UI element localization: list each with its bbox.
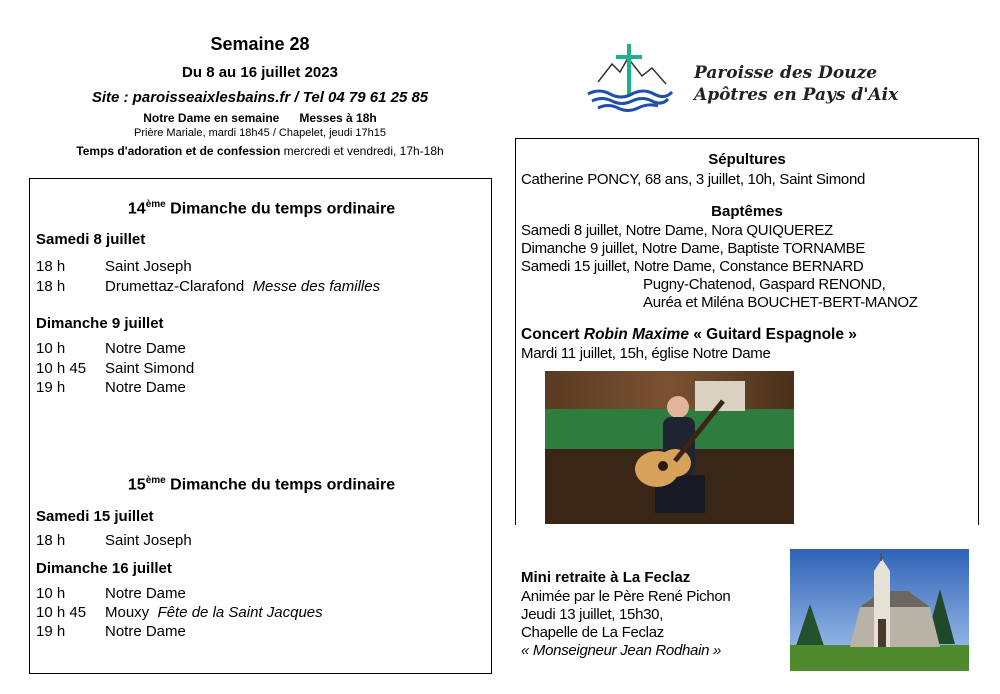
retraite-line: Animée par le Père René Pichon bbox=[521, 588, 731, 605]
parish-logo-icon bbox=[584, 42, 674, 114]
chapel-photo bbox=[790, 549, 969, 671]
mass-note: Fête de la Saint Jacques bbox=[157, 604, 323, 621]
bapteme-line: Samedi 8 juillet, Notre Dame, Nora QUIQUEREZ bbox=[521, 222, 833, 239]
retraite-title: Mini retraite à La Feclaz bbox=[521, 569, 691, 586]
day-title: Dimanche 9 juillet bbox=[36, 315, 164, 332]
bapteme-line: Samedi 15 juillet, Notre Dame, Constance BERNARD bbox=[521, 258, 864, 275]
adoration-text: mercredi et vendredi, 17h-18h bbox=[280, 144, 444, 158]
adoration-label: Temps d'adoration et de confession bbox=[76, 144, 281, 158]
parish-name-line2: Apôtres en Pays d'Aix bbox=[694, 85, 899, 105]
date-range: Du 8 au 16 juillet 2023 bbox=[182, 64, 338, 81]
guitarist-photo bbox=[545, 371, 794, 524]
retraite-line: Chapelle de La Feclaz bbox=[521, 624, 664, 641]
adoration-line bbox=[40, 144, 480, 158]
retraite-line: Jeudi 13 juillet, 15h30, bbox=[521, 606, 664, 623]
day-title: Samedi 15 juillet bbox=[36, 508, 154, 525]
retraite-quote: « Monseigneur Jean Rodhain » bbox=[521, 642, 722, 659]
bapteme-line: Auréa et Miléna BOUCHET-BERT-MANOZ bbox=[643, 294, 918, 311]
baptemes-title: Baptêmes bbox=[711, 203, 783, 220]
bapteme-line: Pugny-Chatenod, Gaspard RENOND, bbox=[643, 276, 886, 293]
week-title: Semaine 28 bbox=[210, 34, 310, 54]
mass-row: 10 h Notre Dame bbox=[36, 585, 186, 602]
mass-row: 19 h Notre Dame bbox=[36, 379, 186, 396]
sepulture-line: Catherine PONCY, 68 ans, 3 juillet, 10h, Saint Simond bbox=[521, 171, 866, 188]
mass-note: Messe des familles bbox=[252, 278, 381, 295]
mass-row: 18 h Drumettaz-Clarafond Messe des familles bbox=[36, 278, 381, 295]
notre-dame-semaine: Notre Dame en semaine bbox=[143, 111, 280, 125]
site-contact: Site : paroisseaixlesbains.fr / Tel 04 79 61 25 85 bbox=[91, 89, 429, 106]
concert-details: Mardi 11 juillet, 15h, église Notre Dame bbox=[521, 345, 771, 362]
messes-hour: Messes à 18h bbox=[299, 111, 377, 125]
mass-row: 18 h Saint Joseph bbox=[36, 258, 192, 275]
mass-row: 10 h Notre Dame bbox=[36, 340, 186, 357]
bapteme-line: Dimanche 9 juillet, Notre Dame, Baptiste TORNAMBE bbox=[521, 240, 866, 257]
sepultures-title: Sépultures bbox=[708, 151, 786, 168]
mass-row: 18 h Saint Joseph bbox=[36, 532, 192, 549]
parish-name bbox=[694, 62, 898, 106]
sunday14-title: 14ème Dimanche du temps ordinaire bbox=[127, 199, 396, 218]
day-title: Dimanche 16 juillet bbox=[36, 560, 172, 577]
concert-artist: Robin Maxime bbox=[583, 326, 689, 343]
sunday15-title: 15ème Dimanche du temps ordinaire bbox=[127, 475, 396, 494]
mass-row: 19 h Notre Dame bbox=[36, 623, 186, 640]
priere-line: Prière Mariale, mardi 18h45 / Chapelet, jeudi 17h15 bbox=[134, 127, 386, 139]
concert-title: Concert Robin Maxime « Guitard Espagnole » bbox=[521, 326, 857, 343]
weekday-masses bbox=[100, 111, 420, 125]
parish-name-line1: Paroisse des Douze bbox=[694, 63, 878, 83]
day-title: Samedi 8 juillet bbox=[36, 231, 146, 248]
mass-row: 10 h 45 Saint Simond bbox=[36, 360, 195, 377]
mass-row: 10 h 45 Mouxy Fête de la Saint Jacques bbox=[36, 604, 323, 621]
